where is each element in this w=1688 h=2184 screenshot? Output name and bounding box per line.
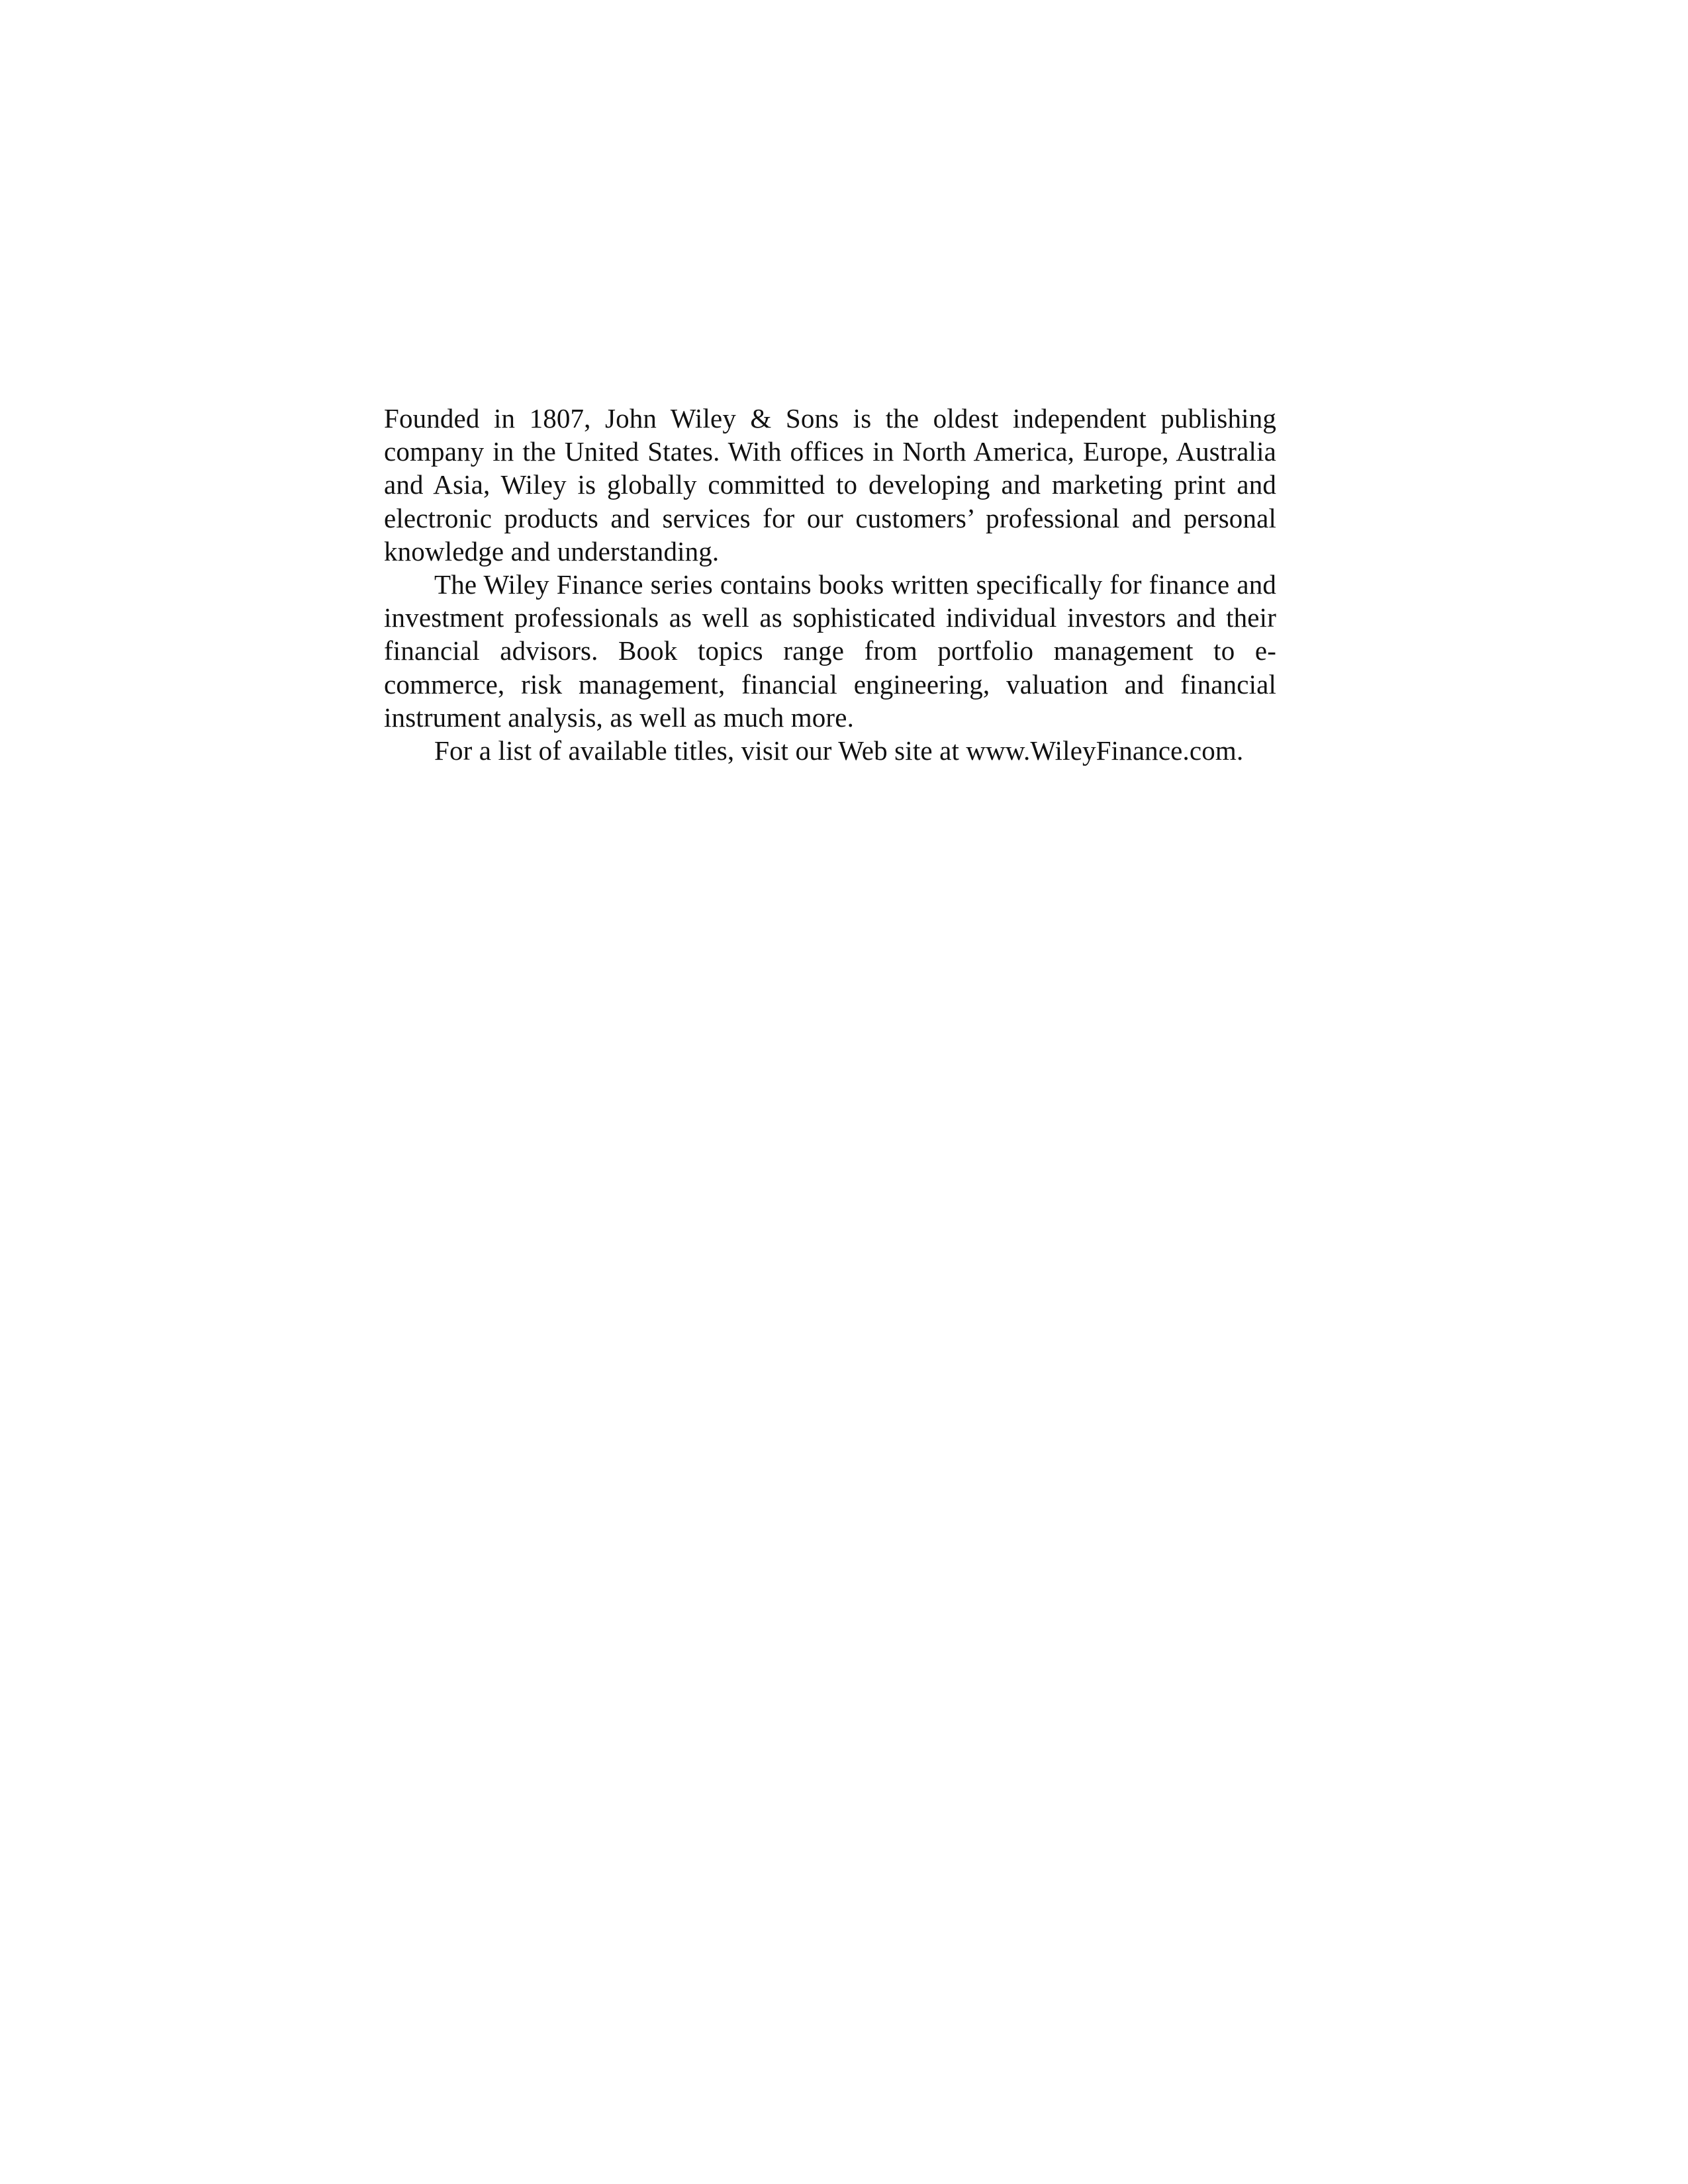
paragraph-company-history: Founded in 1807, John Wiley & Sons is the oldest independent publishing company in the United States. With offices in North America, Europe, Australia and Asia, Wiley is globally committed to developing and marketing print and electronic products and services for our customers’ professional and personal knowledge and understanding. xyxy=(384,403,1276,567)
publisher-statement xyxy=(384,402,1276,767)
paragraph-website-link: For a list of available titles, visit our Web site at www.WileyFinance.com. xyxy=(434,735,1244,766)
paragraph-finance-series: The Wiley Finance series contains books written specifically for finance and investment professionals as well as sophisticated individual investors and their financial advisors. Book topics range from portfolio management to e-commerce, risk management, financial engineering, valuation and financial instrument analysis, as well as much more. xyxy=(384,569,1276,733)
